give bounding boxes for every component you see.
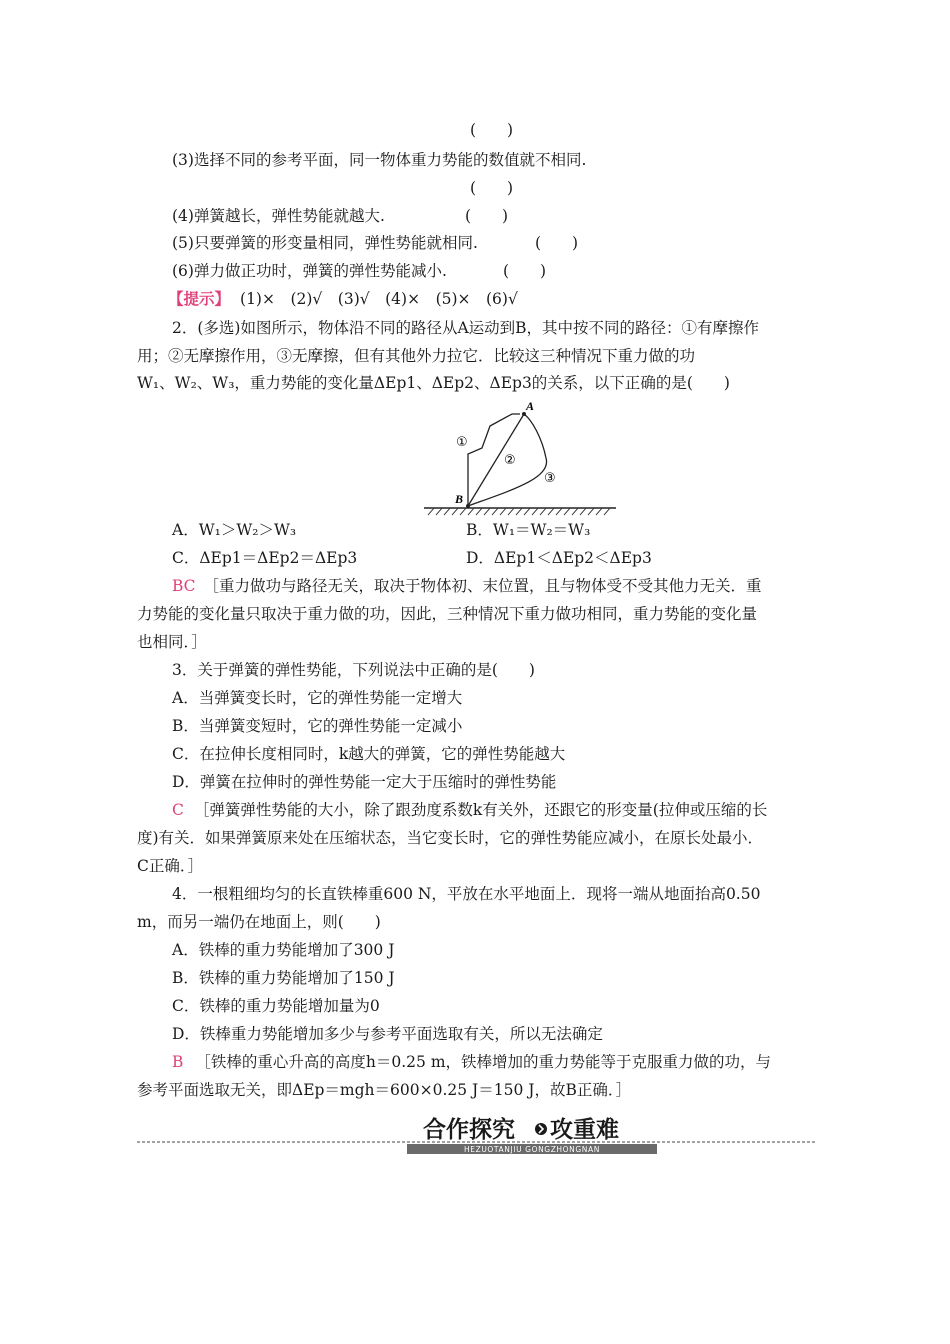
q2-explanation-2: 力势能的变化量只取决于重力做的功，因此，三种情况下重力做功相同，重力势能的变化量 [137, 605, 758, 623]
label-a: A [526, 399, 535, 413]
q2-explanation-3: 也相同．］ [137, 633, 207, 651]
q4-option-a: A．铁棒的重力势能增加了300 J [172, 941, 395, 959]
label-path-1: ① [456, 435, 468, 450]
q4-stem-2: m，而另一端仍在地面上，则( ) [137, 913, 381, 931]
banner-arrow-icon [535, 1123, 547, 1135]
banner-title-left: 合作探究 [423, 1117, 515, 1143]
tip-text: (1)× (2)√ (3)√ (4)× (5)× (6)√ [240, 290, 518, 308]
q1-item-5: (5)只要弹簧的形变量相同，弹性势能就相同. [172, 234, 478, 252]
point-b [466, 504, 470, 508]
q4-stem-1: 4．一根粗细均匀的长直铁棒重600 N，平放在水平地面上．现将一端从地面抬高0.50 [172, 885, 761, 903]
label-b: B [455, 492, 464, 506]
q3-explanation-3: C正确．］ [137, 857, 204, 875]
q2-answer: BC [172, 577, 196, 595]
q2-stem-1: 2．(多选)如图所示，物体沿不同的路径从A运动到B，其中按不同的路径：①有摩擦作 [172, 319, 760, 337]
q1-item-3: (3)选择不同的参考平面，同一物体重力势能的数值就不相同. [172, 151, 587, 169]
q2-option-d: D．ΔEp1＜ΔEp2＜ΔEp3 [466, 549, 652, 567]
q4-explanation-1: B ［铁棒的重心升高的高度h＝0.25 m，铁棒增加的重力势能等于克服重力做的功，与 [172, 1053, 772, 1071]
ground-hatching [428, 508, 610, 515]
q4-answer: B [172, 1053, 184, 1071]
section-banner [137, 1110, 817, 1158]
q2-explanation-1: BC ［重力做功与路径无关，取决于物体初、末位置，且与物体受不受其他力无关．重 [172, 577, 762, 595]
q3-explanation-2: 度)有关．如果弹簧原来处在压缩状态，当它变长时，它的弹性势能应减小，在原长处最小． [137, 829, 764, 847]
q4-option-d: D．铁棒重力势能增加多少与参考平面选取有关，所以无法确定 [172, 1025, 603, 1043]
q1-tip [168, 289, 518, 309]
q1-item-3-paren: ( ) [470, 179, 514, 197]
q3-option-b: B．当弹簧变短时，它的弹性势能一定减小 [172, 717, 463, 735]
q2-option-c: C．ΔEp1＝ΔEp2＝ΔEp3 [172, 549, 358, 567]
q2-stem-3: W₁、W₂、W₃，重力势能的变化量ΔEp1、ΔEp2、ΔEp3的关系，以下正确的是( ) [137, 374, 730, 392]
q2-option-b: B．W₁＝W₂＝W₃ [466, 521, 591, 539]
q1-item-6: (6)弹力做正功时，弹簧的弹性势能减小. [172, 262, 447, 280]
q1-paren-top: ( ) [470, 121, 514, 139]
q3-option-d: D．弹簧在拉伸时的弹性势能一定大于压缩时的弹性势能 [172, 773, 557, 791]
tip-label: 【提示】 [168, 289, 231, 308]
q4-option-b: B．铁棒的重力势能增加了150 J [172, 969, 395, 987]
q3-stem: 3．关于弹簧的弹性势能，下列说法中正确的是( ) [172, 661, 535, 679]
q3-answer: C [172, 801, 184, 819]
q2-stem-2: 用；②无摩擦作用，③无摩擦，但有其他外力拉它．比较这三种情况下重力做的功 [137, 347, 696, 365]
label-path-3: ③ [544, 471, 556, 486]
label-path-2: ② [504, 453, 516, 468]
banner-title-right: 攻重难 [550, 1117, 619, 1143]
q1-item-4: (4)弹簧越长，弹性势能就越大. [172, 207, 385, 225]
q4-explanation-2: 参考平面选取无关，即ΔEp＝mgh＝600×0.25 J＝150 J，故B正确．］ [137, 1081, 632, 1099]
q1-item-6-paren: ( ) [503, 262, 547, 280]
banner-subtitle: HEZUOTANJIU GONGZHONGNAN [464, 1145, 600, 1154]
q2-option-a: A．W₁＞W₂＞W₃ [172, 521, 297, 539]
q1-item-5-paren: ( ) [535, 234, 579, 252]
q1-item-4-paren: ( ) [465, 207, 509, 225]
q3-explanation-1: C ［弹簧弹性势能的大小，除了跟劲度系数k有关外，还跟它的形变量(拉伸或压缩的长 [172, 801, 768, 819]
q3-option-c: C．在拉伸长度相同时，k越大的弹簧，它的弹性势能越大 [172, 745, 566, 763]
path-diagram [422, 398, 618, 516]
q3-option-a: A．当弹簧变长时，它的弹性势能一定增大 [172, 689, 463, 707]
q4-option-c: C．铁棒的重力势能增加量为0 [172, 997, 380, 1015]
